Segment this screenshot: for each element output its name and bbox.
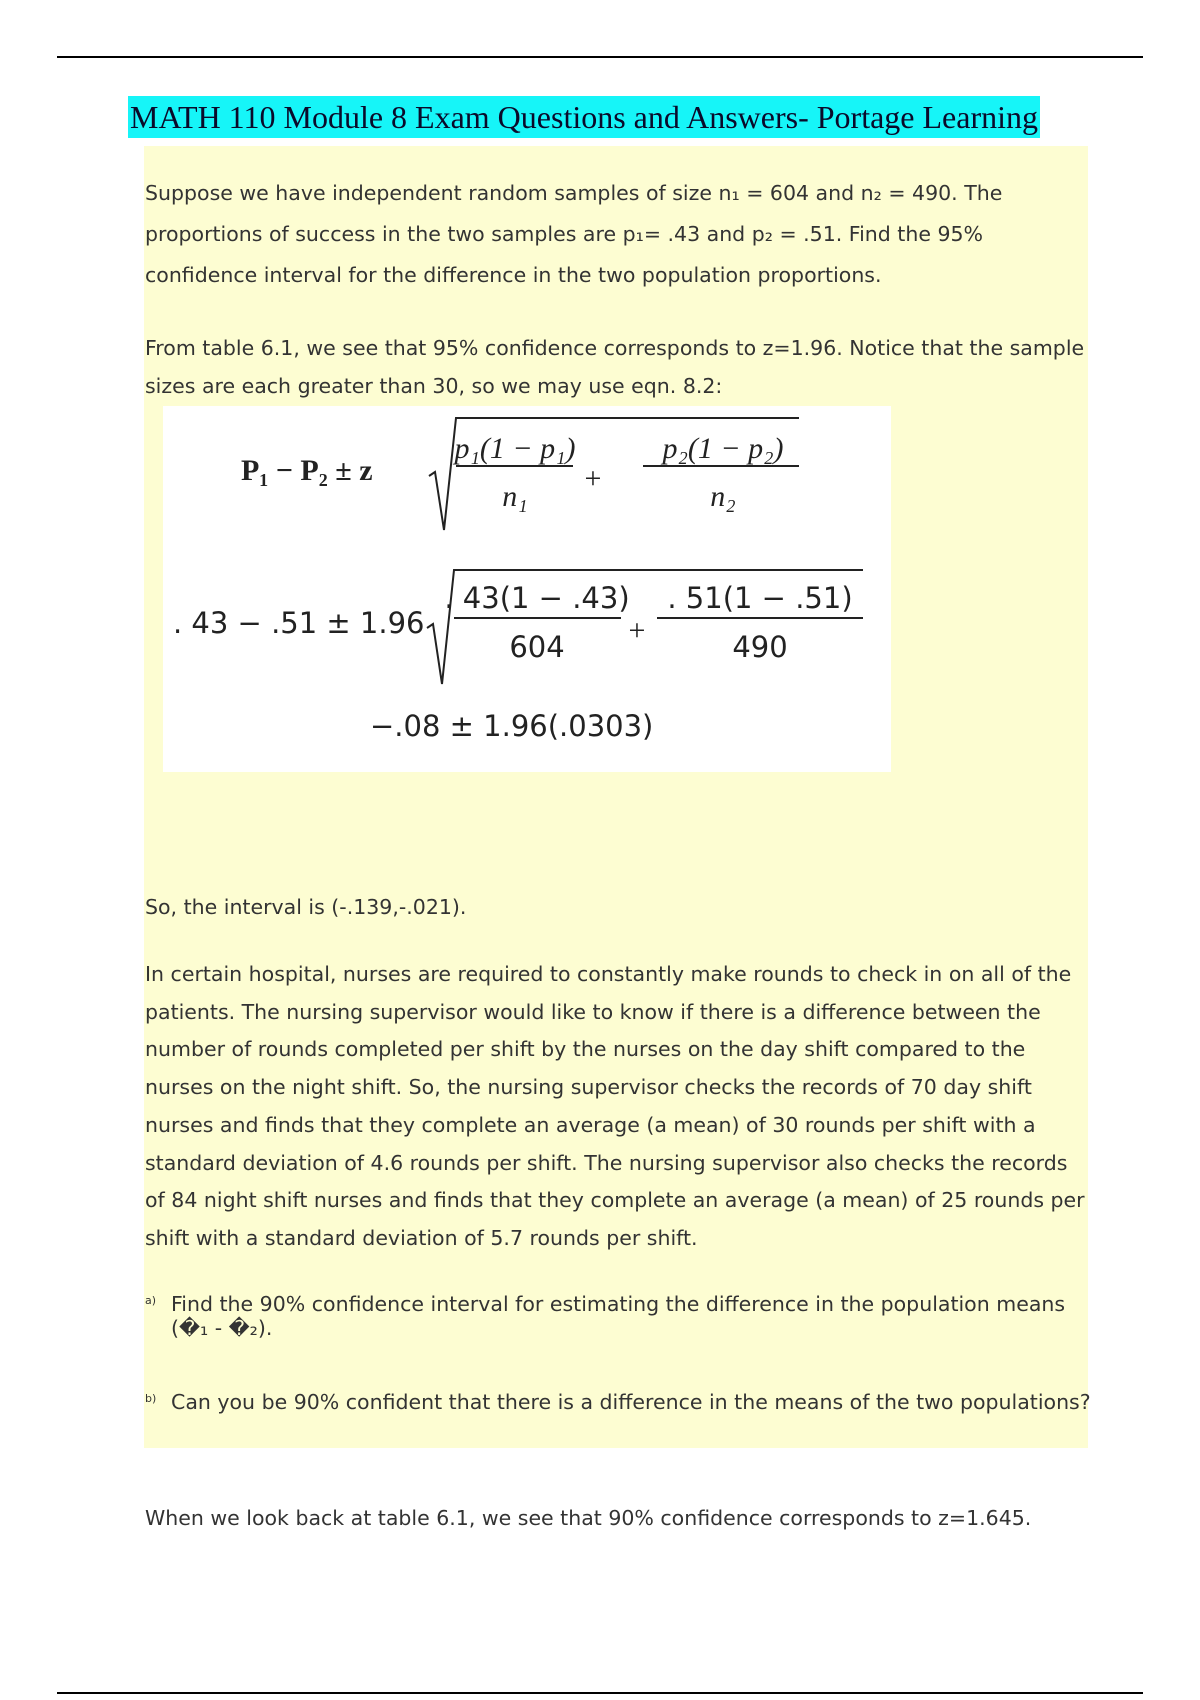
substituted-numerator-1: . 43(1 − .43) <box>444 581 630 615</box>
list-marker: a) <box>145 1294 157 1307</box>
substituted-denominator-1: 604 <box>509 630 565 664</box>
problem2-answer-start: When we look back at table 6.1, we see that 90% confidence corresponds to z=1.645. <box>145 1505 1032 1530</box>
problem1-explanation: From table 6.1, we see that 95% confidence corresponds to z=1.96. Notice that the sample sizes are each greater than 30, so we may use eqn. 8.2: <box>145 336 1085 398</box>
list-item-text: Can you be 90% confident that there is a difference in the means of the two populations? <box>171 1390 1091 1414</box>
formula-svg <box>163 406 891 772</box>
formula-image <box>163 406 891 772</box>
substituted-numerator-2: . 51(1 − .51) <box>667 581 853 615</box>
list-item-text: Find the 90% confidence interval for estimating the difference in the population means (�₁ - �₂). <box>171 1292 1066 1340</box>
substituted-formula-lhs: . 43 − .51 ± 1.96 <box>173 606 425 640</box>
plus-sign: + <box>628 614 646 647</box>
general-numerator-1: p₁(1 − p₁) <box>454 432 576 465</box>
problem1-answer: So, the interval is (-.139,-.021). <box>145 895 467 919</box>
top-rule <box>57 56 1143 58</box>
problem2-question: In certain hospital, nurses are required to constantly make rounds to check in on all of the patients. The nursing supervisor would like to know if there is a difference between the number of rounds completed per shift by the nurses on the day shift compared to the nurses on the night shift. So, the nursing supervisor checks the records of 70 day shift nurses and finds that they complete an average (a mean) of 30 rounds per shift with a standard deviation of 4.6 rounds per shift. The nursing supervisor also checks the records of 84 night shift nurses and finds that they complete an average (a mean) of 25 rounds per shift with a standard deviation of 5.7 rounds per shift. <box>145 962 1085 1250</box>
general-formula-lhs: P₁ − P₂ ± z <box>241 454 373 487</box>
problem1-question: Suppose we have independent random samples of size n₁ = 604 and n₂ = 490. The proportions of success in the two samples are p₁= .43 and p₂ = .51. Find the 95% confidence interval for the difference in the two population proportions. <box>145 181 1003 287</box>
general-denominator-1: n₁ <box>502 480 528 513</box>
document-title: MATH 110 Module 8 Exam Questions and Answers- Portage Learning <box>128 96 1040 138</box>
list-marker: b) <box>145 1392 157 1405</box>
general-denominator-2: n₂ <box>710 480 736 513</box>
formula-result: −.08 ± 1.96(.0303) <box>370 709 654 743</box>
bottom-rule <box>57 1692 1143 1694</box>
substituted-denominator-2: 490 <box>732 630 788 664</box>
general-numerator-2: p₂(1 − p₂) <box>662 432 784 465</box>
plus-sign: + <box>584 462 602 495</box>
